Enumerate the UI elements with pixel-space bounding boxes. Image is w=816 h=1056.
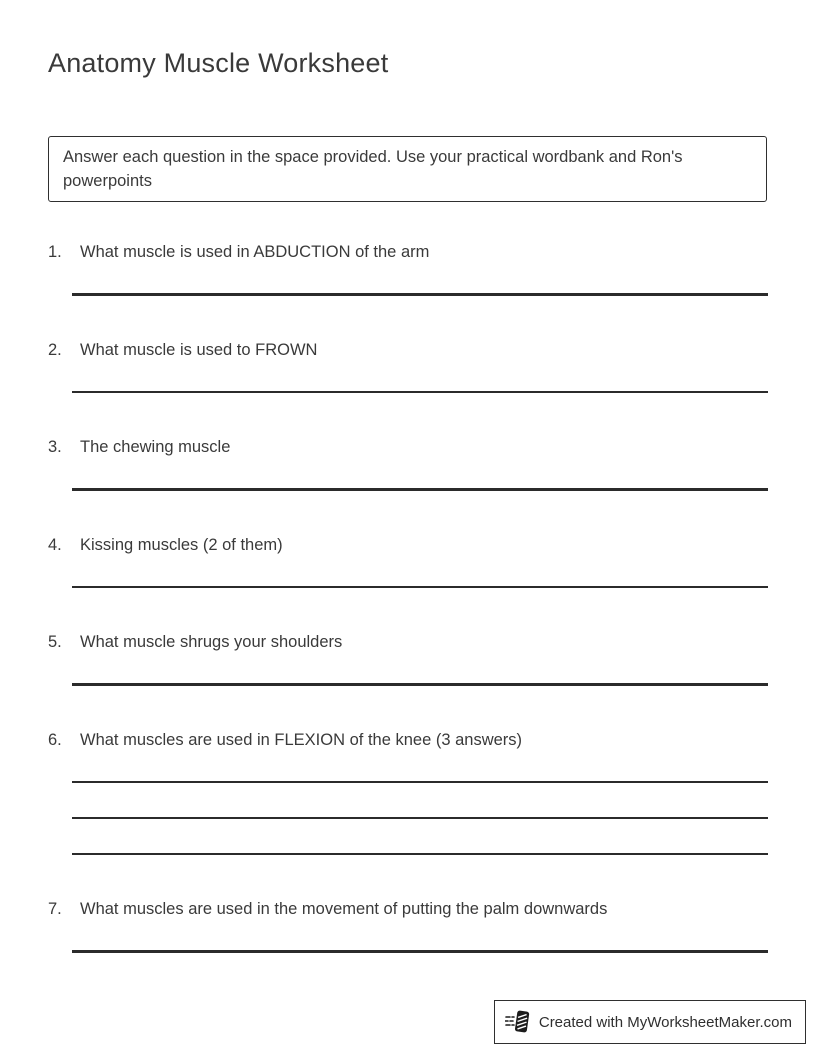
question-item-6 <box>48 729 768 856</box>
question-text: What muscles are used in the movement of putting the palm downwards <box>80 900 608 918</box>
question-number: 1. <box>48 243 62 261</box>
answer-blank-line <box>72 683 768 686</box>
question-text: What muscles are used in FLEXION of the knee (3 answers) <box>80 730 523 749</box>
question-item-2 <box>48 339 768 394</box>
instructions-text: Answer each question in the space provided. Use your practical wordbank and Ron's powerpoints <box>63 148 683 190</box>
answer-blank-line <box>72 950 768 953</box>
question-number: 5. <box>48 633 62 651</box>
question-text: What muscle is used in ABDUCTION of the arm <box>80 243 430 261</box>
answer-blank-line <box>72 293 768 296</box>
question-item-1 <box>48 241 768 296</box>
page-title: Anatomy Muscle Worksheet <box>48 48 389 78</box>
question-text: Kissing muscles (2 of them) <box>80 535 283 554</box>
question-text: What muscle shrugs your shoulders <box>80 633 343 651</box>
question-item-5 <box>48 631 768 686</box>
answer-blank-line <box>72 781 768 784</box>
instructions-box <box>48 136 767 202</box>
flying-worksheet-icon <box>505 1008 531 1036</box>
question-number: 6. <box>48 730 62 749</box>
question-text: What muscle is used to FROWN <box>80 340 318 359</box>
question-list <box>48 241 768 953</box>
answer-blank-line <box>72 853 768 856</box>
question-number: 4. <box>48 535 62 554</box>
question-item-3 <box>48 436 768 491</box>
answer-blank-line <box>72 391 768 394</box>
worksheet-maker-credit[interactable] <box>494 1000 806 1044</box>
question-number: 2. <box>48 340 62 359</box>
footer-credit-text: Created with MyWorksheetMaker.com <box>538 1013 792 1031</box>
question-number: 7. <box>48 900 62 918</box>
answer-blank-line <box>72 488 768 491</box>
question-text: The chewing muscle <box>80 438 231 456</box>
answer-blank-line <box>72 586 768 589</box>
answer-blank-line <box>72 817 768 820</box>
question-item-4 <box>48 534 768 589</box>
question-item-7 <box>48 898 768 953</box>
question-number: 3. <box>48 438 62 456</box>
